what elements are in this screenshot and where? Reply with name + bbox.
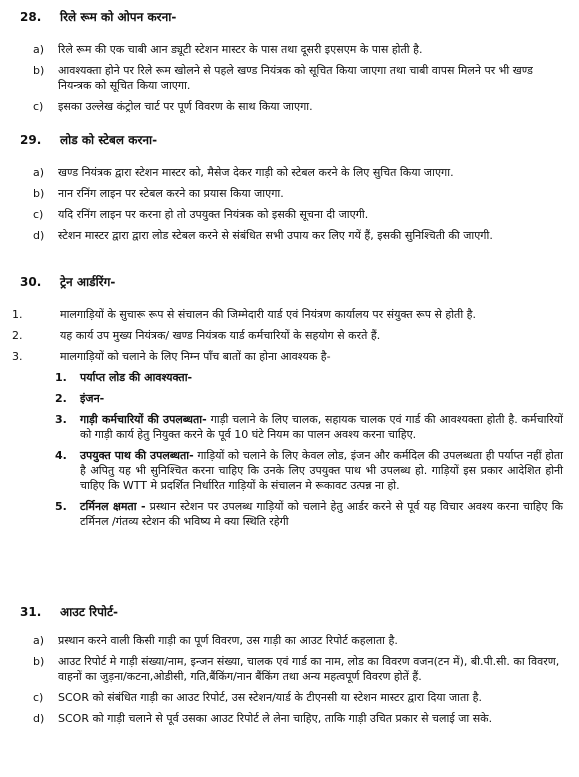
- item-text: स्टेशन मास्टर द्वारा द्वारा लोड स्टेबल करने से संबंधित सभी उपाय कर लिए गयें हैं, इसकी सुनिश्चिती की जाएगी.: [58, 229, 493, 242]
- sub-item-heading: इंजन-: [80, 392, 105, 405]
- sub-item-marker: 3.: [55, 413, 67, 426]
- list-item: [0, 42, 579, 57]
- section-heading: [0, 275, 579, 293]
- item-marker: c): [33, 691, 44, 704]
- list-item: [0, 228, 579, 243]
- section-title: ट्रेन आर्डरिंग-: [60, 275, 116, 289]
- item-marker: 2.: [12, 329, 23, 342]
- item-marker: c): [33, 208, 44, 221]
- section-title: लोड को स्टेबल करना-: [60, 133, 158, 147]
- section-heading: [0, 605, 579, 623]
- item-text: आउट रिपोर्ट मे गाड़ी संख्या/नाम, इन्जन संख्या, चालक एवं गार्ड का नाम, लोड का विवरण वजन(टन में), बी.पी.सी. का विवरण, वाहनों का जुड़ना/कटना,ओडीसी, गति,बैंकिंग/नान बैंकिंग तथा अन्य महत्वपूर्ण विवरण होतें हैं.: [58, 655, 560, 683]
- section-title: आउट रिपोर्ट-: [60, 605, 119, 619]
- item-text: यदि रनिंग लाइन पर करना हो तो उपयुक्त नियंत्रक को इसकी सूचना दी जाएगी.: [58, 208, 369, 221]
- item-marker: a): [33, 166, 45, 179]
- list-item: [0, 633, 579, 648]
- item-marker: c): [33, 100, 44, 113]
- section-29: [0, 133, 579, 243]
- item-text: मालगाड़ियों को चलाने के लिए निम्न पाँच बातों का होना आवश्यक है-: [60, 350, 331, 363]
- section-number: 29.: [20, 133, 42, 147]
- sub-item: [0, 391, 579, 406]
- section-30: [0, 275, 579, 529]
- list-item: [0, 711, 579, 726]
- item-marker: a): [33, 43, 45, 56]
- item-text: खण्ड नियंत्रक द्वारा स्टेशन मास्टर को, मैसेज देकर गाड़ी को स्टेबल करने के लिए सुचित किया जाएगा.: [58, 166, 454, 179]
- sub-item: [0, 448, 579, 493]
- sub-item-text: गाड़ी चलाने के लिए चालक, सहायक चालक एवं गार्ड की आवश्यक्ता होती है. कर्मचारियों को गाड़ी कार्य हेतु नियुक्त करने के पूर्व 10 घंटे नियम का पालन अवश्य करना चाहिए.: [80, 413, 563, 441]
- sub-item-marker: 4.: [55, 449, 67, 462]
- section-heading: [0, 133, 579, 151]
- sub-item-heading: उपयुक्त पाथ की उपलब्धता-: [80, 449, 194, 462]
- list-item: [0, 186, 579, 201]
- section-28: [0, 10, 579, 114]
- sub-item: [0, 370, 579, 385]
- item-marker: d): [33, 712, 45, 725]
- section-title: रिले रूम को ओपन करना-: [60, 10, 177, 24]
- item-text: SCOR को संबंधित गाड़ी का आउट रिपोर्ट, उस स्टेशन/यार्ड के टीएनसी या स्टेशन मास्टर द्वारा दिया जाता है.: [58, 691, 482, 704]
- sub-item-marker: 2.: [55, 392, 67, 405]
- item-marker: d): [33, 229, 45, 242]
- list-item: [0, 654, 579, 684]
- sub-item-heading: पर्याप्त लोड की आवश्यक्ता-: [80, 371, 193, 384]
- section-number: 30.: [20, 275, 42, 289]
- list-item: [0, 328, 579, 343]
- sub-item-heading: गाड़ी कर्मचारियों की उपलब्धता-: [80, 413, 207, 426]
- item-text: इसका उल्लेख कंट्रोल चार्ट पर पूर्ण विवरण के साथ किया जाएगा.: [58, 100, 313, 113]
- sub-item-text: प्रस्थान स्टेशन पर उपलब्ध गाड़ियों को चलाने हेतु आर्डर करने से पूर्व यह विचार अवश्य करना चाहिए कि टर्मिनल /गंतव्य स्टेशन की भविष्य मे क्या स्थिति रहेगी: [80, 500, 564, 528]
- list-item: [0, 63, 579, 93]
- section-31: [0, 605, 579, 726]
- item-text: SCOR को गाड़ी चलाने से पूर्व उसका आउट रिपोर्ट ले लेना चाहिए, ताकि गाड़ी उचित प्रकार से चलाई जा सके.: [58, 712, 493, 725]
- item-text: यह कार्य उप मुख्य नियंत्रक/ खण्ड नियंत्रक यार्ड कर्मचारियों के सहयोग से करते हैं.: [60, 329, 381, 342]
- item-text: प्रस्थान करने वाली किसी गाड़ी का पूर्ण विवरण, उस गाड़ी का आउट रिपोर्ट कहलाता है.: [58, 634, 398, 647]
- item-text: रिले रूम की एक चाबी आन ड्यूटी स्टेशन मास्टर के पास तथा दूसरी इएसएम के पास होती है.: [58, 43, 423, 56]
- list-item: [0, 349, 579, 364]
- item-marker: b): [33, 655, 45, 668]
- item-marker: 1.: [12, 308, 23, 321]
- sub-item-text: गाड़ियों को चलाने के लिए केवल लोड, इंजन और कर्मदिल की उपलब्धता ही पर्याप्त नहीं होता है अपितु यह भी सुनिश्चित करना चाहिए कि उनके लिए उपयुक्त पाथ भी उपलब्ध हो. गाड़ियों इस प्रकार आदेशित होनी चाहिए कि WTT मे प्रदर्शित निर्धारित गाड़ियों के संचालन मे रूकावट उत्पन्न ना हो.: [80, 449, 564, 492]
- item-text: मालगाड़ियों के सुचारू रूप से संचालन की जिम्मेदारी यार्ड एवं नियंत्रण कार्यालय पर संयुक्त रूप से होती है.: [60, 308, 477, 321]
- item-marker: a): [33, 634, 45, 647]
- list-item: [0, 690, 579, 705]
- list-item: [0, 207, 579, 222]
- sub-item: [0, 412, 579, 442]
- item-marker: b): [33, 64, 45, 77]
- item-text: आवश्यक्ता होने पर रिले रूम खोलने से पहले खण्ड नियंत्रक को सूचित किया जाएगा तथा चाबी वापस मिलने पर भी खण्ड नियन्त्रक को सूचित किया जाएगा.: [58, 64, 533, 92]
- list-item: [0, 165, 579, 180]
- item-marker: b): [33, 187, 45, 200]
- list-item: [0, 307, 579, 322]
- section-number: 31.: [20, 605, 42, 619]
- section-number: 28.: [20, 10, 42, 24]
- section-heading: [0, 10, 579, 28]
- item-marker: 3.: [12, 350, 23, 363]
- sub-item-marker: 1.: [55, 371, 67, 384]
- sub-item: [0, 499, 579, 529]
- sub-item-marker: 5.: [55, 500, 67, 513]
- list-item: [0, 99, 579, 114]
- sub-item-heading: टर्मिनल क्षमता -: [80, 500, 146, 513]
- item-text: नान रनिंग लाइन पर स्टेबल करने का प्रयास किया जाएगा.: [58, 187, 284, 200]
